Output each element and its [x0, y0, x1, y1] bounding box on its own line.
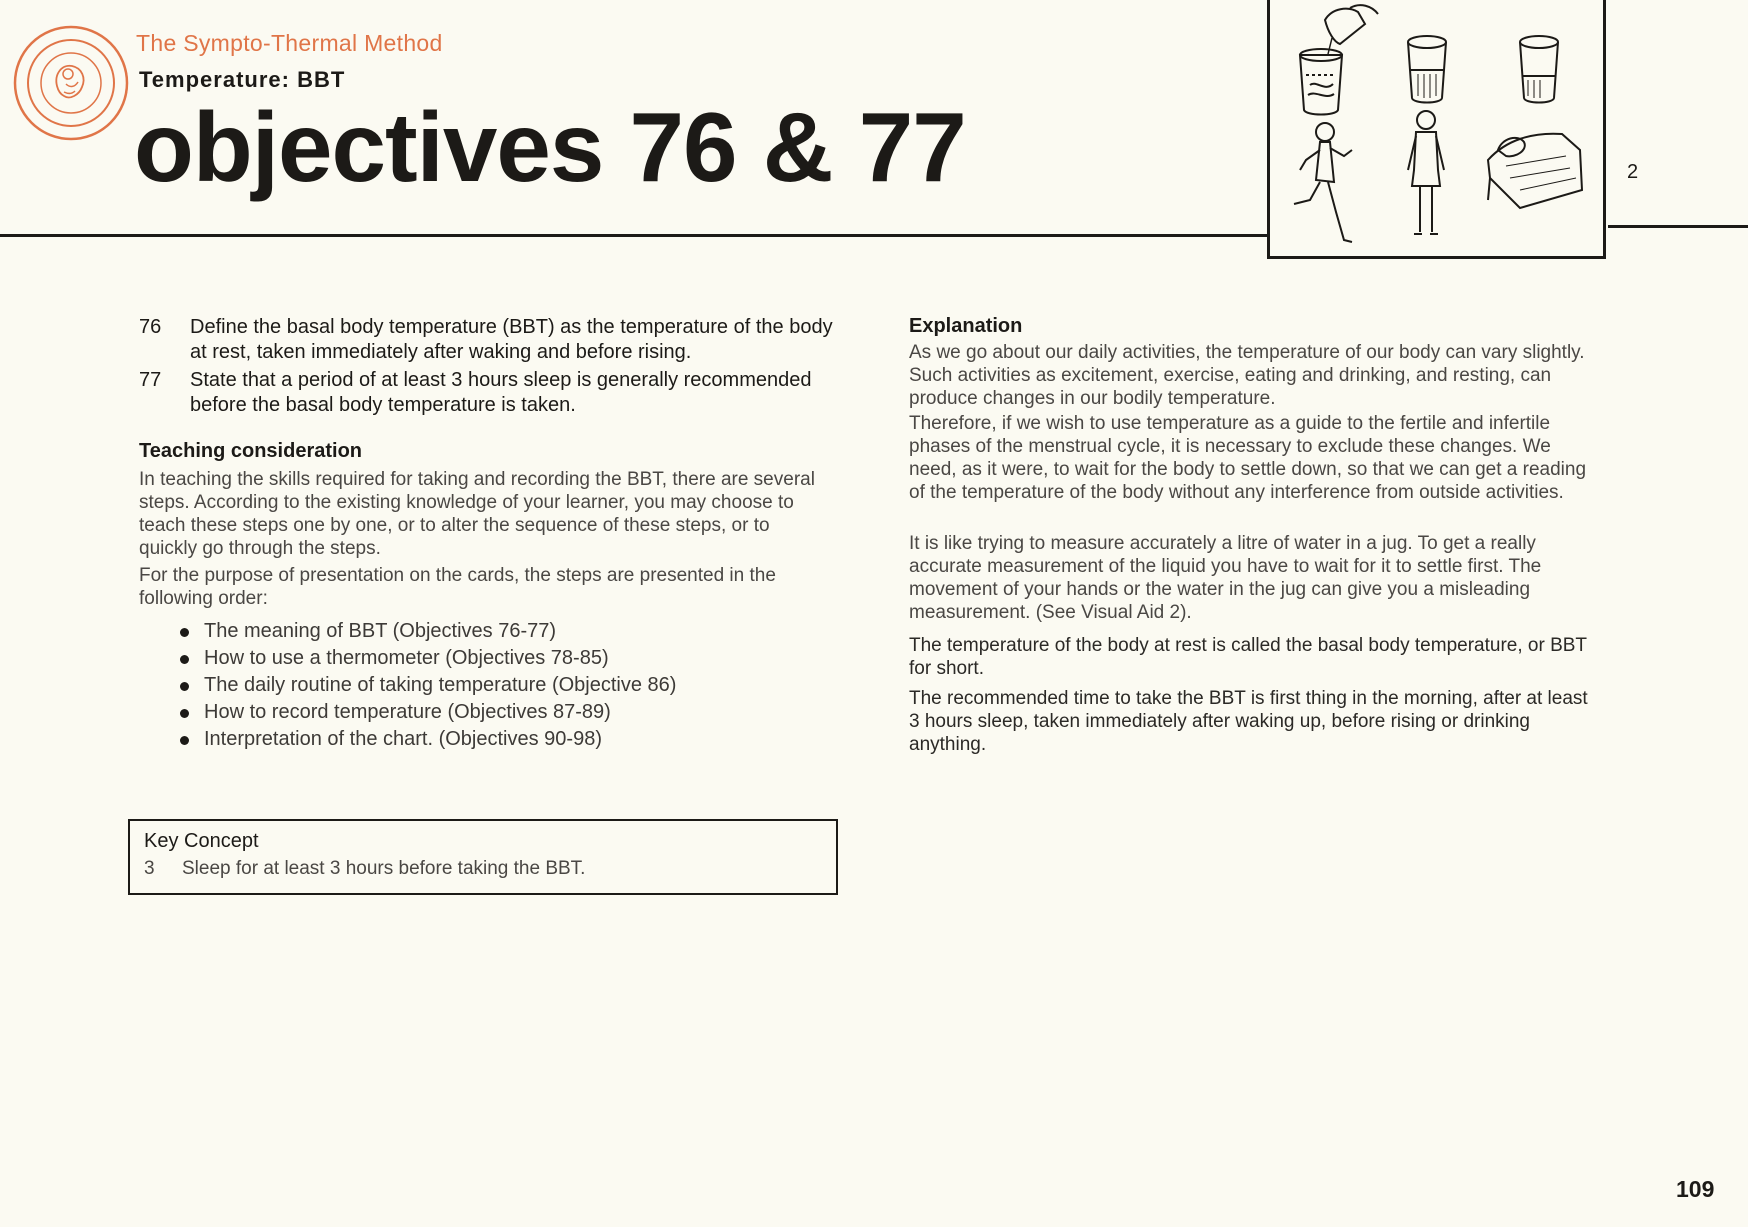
visual-aid-number: 2: [1627, 161, 1639, 183]
method-kicker: The Sympto-Thermal Method: [136, 30, 443, 56]
key-concept-label: Key Concept: [144, 830, 259, 852]
list-item: The meaning of BBT (Objectives 76-77): [180, 618, 800, 645]
header-rule: [0, 234, 1268, 237]
visual-aid-illustration: [1267, 0, 1606, 259]
running-woman-icon: [1294, 123, 1352, 242]
header-rule-right: [1608, 225, 1748, 228]
explanation-paragraph: As we go about our daily activities, the temperature of our body can vary slightly. Such activities as excitement, exercise, eating and drinking, and resting, can produce changes in our bodily temperature.: [909, 342, 1585, 409]
explanation-paragraph: It is like trying to measure accurately a litre of water in a jug. To get a really accurate measurement of the liquid you have to wait for it to settle first. The movement of your hands or the water in the jug can give you a misleading measurement. (See Visual Aid 2).: [909, 533, 1542, 623]
method-logo-icon: [12, 24, 130, 142]
objective-number: 76: [139, 316, 162, 338]
key-concept-text: Sleep for at least 3 hours before taking the BBT.: [182, 858, 586, 879]
explanation-paragraph: Therefore, if we wish to use temperature as a guide to the fertile and infertile phases of the menstrual cycle, it is necessary to exclude these changes. We need, as it were, to wait for the body to settle down, so that we can get a reading of the temperature of the body without any interference from outside activities.: [909, 413, 1587, 503]
page-number: 109: [1676, 1176, 1715, 1202]
standing-woman-icon: [1408, 111, 1444, 234]
teaching-heading: Teaching consideration: [139, 440, 362, 462]
list-item: The daily routine of taking temperature (Objective 86): [180, 672, 800, 699]
explanation-heading: Explanation: [909, 315, 1023, 337]
key-concept-box: [128, 819, 838, 895]
sleeping-person-icon: [1488, 134, 1582, 208]
objective-text: Define the basal body temperature (BBT) as the temperature of the body at rest, taken immediately after waking and before rising.: [190, 316, 833, 363]
section-subtitle: Temperature: BBT: [139, 67, 346, 92]
objective-77: [139, 368, 859, 418]
teaching-steps-list: [180, 618, 800, 753]
objective-text: State that a period of at least 3 hours sleep is generally recommended before the basal body temperature is taken.: [190, 369, 812, 416]
teaching-paragraph: For the purpose of presentation on the cards, the steps are presented in the following order:: [139, 565, 776, 609]
list-item: Interpretation of the chart. (Objectives 90-98): [180, 726, 800, 753]
page-title: objectives 76 & 77: [134, 92, 966, 202]
key-concept-number: 3: [144, 858, 155, 879]
list-item: How to record temperature (Objectives 87-89): [180, 699, 800, 726]
glass-water-icon: [1408, 36, 1446, 103]
jug-pouring-icon: [1300, 5, 1378, 114]
explanation-paragraph: The temperature of the body at rest is called the basal body temperature, or BBT for short.: [909, 635, 1587, 679]
explanation-paragraph: The recommended time to take the BBT is first thing in the morning, after at least 3 hours sleep, taken immediately after waking up, before rising or drinking anything.: [909, 688, 1588, 755]
objective-76: [139, 315, 859, 365]
list-item: How to use a thermometer (Objectives 78-85): [180, 645, 800, 672]
teaching-paragraph: In teaching the skills required for taking and recording the BBT, there are several steps. According to the existing knowledge of your learner, you may choose to teach these steps one by one, or to alter the sequence of these steps, or to quickly go through the steps.: [139, 469, 815, 559]
objective-number: 77: [139, 369, 162, 391]
glass-water-still-icon: [1520, 36, 1558, 103]
